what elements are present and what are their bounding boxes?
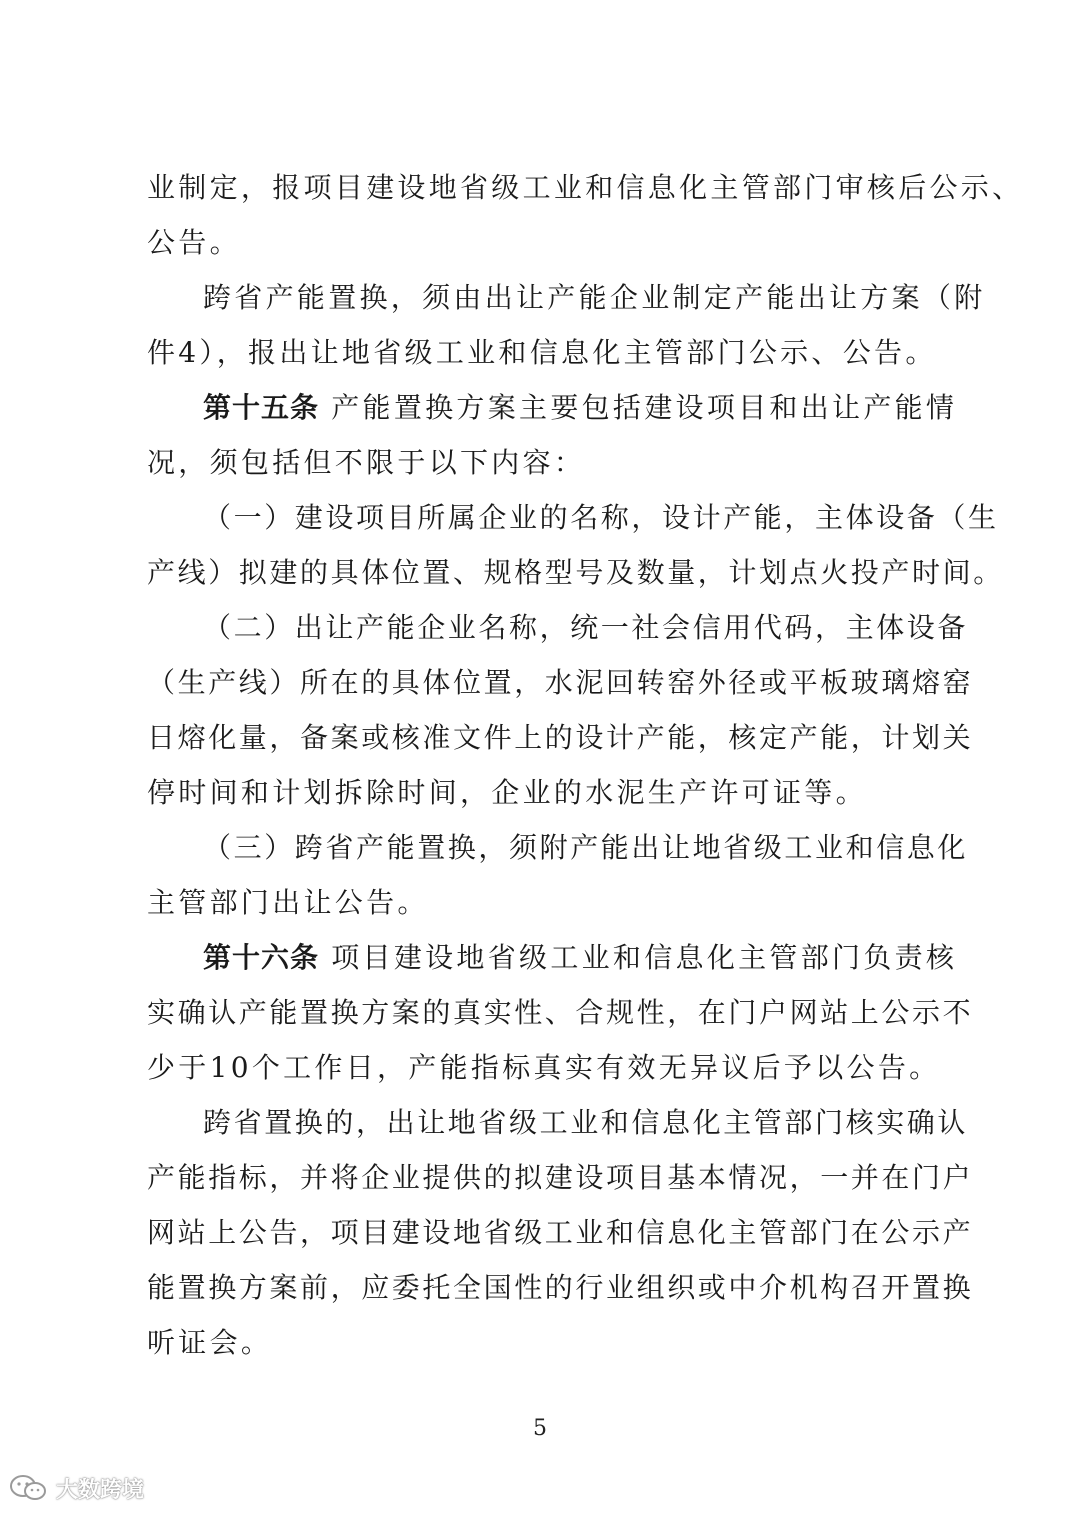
wechat-logo-icon — [8, 1473, 50, 1503]
line-text: 少于10个工作日，产能指标真实有效无异议后予以公告。 — [147, 1051, 941, 1084]
line-text: 业制定，报项目建设地省级工业和信息化主管部门审核后公示、 — [147, 171, 1024, 204]
line-text: 产能指标，并将企业提供的拟建设项目基本情况，一并在门户 — [147, 1161, 974, 1194]
line-text: 件4），报出让地省级工业和信息化主管部门公示、公告。 — [147, 336, 937, 369]
list-item-first-line — [203, 498, 999, 538]
watermark — [8, 1468, 144, 1508]
text-line — [147, 1048, 941, 1088]
text-line — [147, 168, 1024, 208]
text-line — [147, 1323, 937, 1363]
line-text: 能置换方案前，应委托全国性的行业组织或中介机构召开置换 — [147, 1271, 974, 1304]
text-line — [147, 1158, 974, 1198]
article-heading: 第十六条 — [203, 941, 320, 974]
article-15-first-line — [203, 388, 958, 428]
text-line — [147, 553, 1004, 593]
list-item-first-line — [203, 608, 969, 648]
line-text: 项目建设地省级工业和信息化主管部门负责核 — [319, 941, 958, 974]
text-line — [147, 443, 937, 483]
text-line — [147, 663, 974, 703]
text-line — [147, 993, 974, 1033]
line-text: 日熔化量，备案或核准文件上的设计产能，核定产能，计划关 — [147, 721, 974, 754]
line-text: （生产线）所在的具体位置，水泥回转窑外径或平板玻璃熔窑 — [147, 666, 974, 699]
text-line — [147, 333, 937, 373]
line-text: 实确认产能置换方案的真实性、合规性，在门户网站上公示不 — [147, 996, 974, 1029]
watermark-text: 大数跨境 — [56, 1477, 145, 1503]
line-text: 况，须包括但不限于以下内容： — [147, 446, 586, 479]
text-line — [147, 1213, 974, 1253]
page-number: 5 — [533, 1416, 547, 1441]
line-text: 听证会。 — [147, 1326, 273, 1359]
line-text: 产线）拟建的具体位置、规格型号及数量，计划点火投产时间。 — [147, 556, 1004, 589]
list-item-first-line — [203, 828, 969, 868]
line-text: 跨省置换的，出让地省级工业和信息化主管部门核实确认 — [203, 1106, 969, 1139]
line-text: （三）跨省产能置换，须附产能出让地省级工业和信息化 — [203, 831, 969, 864]
text-line — [147, 883, 937, 923]
article-heading: 第十五条 — [203, 391, 320, 424]
line-text: 停时间和计划拆除时间，企业的水泥生产许可证等。 — [147, 776, 867, 809]
article-16-first-line — [203, 938, 958, 978]
paragraph-first-line — [203, 1103, 969, 1143]
text-line — [147, 773, 937, 813]
text-line — [147, 718, 974, 758]
text-line — [147, 1268, 974, 1308]
line-text: 公告。 — [147, 226, 241, 259]
line-text: 跨省产能置换，须由出让产能企业制定产能出让方案（附 — [203, 281, 986, 314]
line-text: 网站上公告，项目建设地省级工业和信息化主管部门在公示产 — [147, 1216, 974, 1249]
line-text: （二）出让产能企业名称，统一社会信用代码，主体设备 — [203, 611, 969, 644]
paragraph-first-line — [203, 278, 986, 318]
line-text: 主管部门出让公告。 — [147, 886, 429, 919]
line-text: （一）建设项目所属企业的名称，设计产能，主体设备（生 — [203, 501, 999, 534]
line-text: 产能置换方案主要包括建设项目和出让产能情 — [319, 391, 958, 424]
text-line — [147, 223, 937, 263]
